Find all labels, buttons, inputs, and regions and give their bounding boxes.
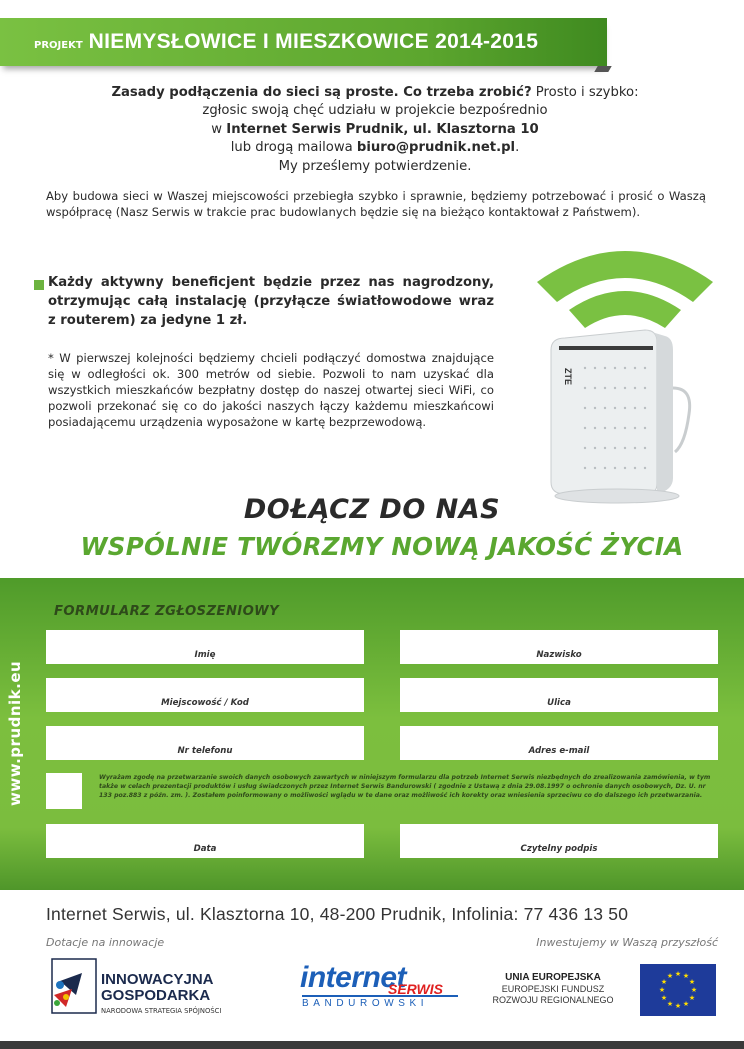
innovative-economy-logo-icon xyxy=(46,955,102,1017)
signature-label: Czytelny podpis xyxy=(520,844,598,854)
consent-text: Wyrażam zgodę na przetwarzanie swoich danych osobowych zawartych w niniejszym formularzu dla potrzeb Internet Serwis niezbędnych do zrealizowania zamówienia, w tym także w celach prezentacji produktów i usług świadczonych przez Internet Serwis Bandurowski ( zgodnie z Ustawą z dnia 29.08.1997 o ochronie danych osobowych, Dz. U. nr 133 poz.883 z późn. zm. ). Zostałem poinformowany o możliwości wglądu w te dane oraz możliwość ich korekty oraz wniesienia sprzeciwu co do dalszego ich przetwarzania. xyxy=(99,774,711,800)
svg-text:★: ★ xyxy=(688,978,696,986)
router-brand: ZTE xyxy=(563,368,573,385)
contact-email[interactable]: biuro@prudnik.net.pl xyxy=(356,140,516,156)
ig-line-2: GOSPODARKA xyxy=(101,987,211,1004)
intro-line-5: My prześlemy potwierdzenie. xyxy=(278,158,472,174)
footnote-paragraph: * W pierwszej kolejności będziemy chcieli podłączyć domostwa znajdujące się w odległości ok. 300 metrów od siebie. Pozwoli to nam uzyskać dla wszystkich mieszkańców bezpłatny dostęp do naszej otwartej sieci WiFi, co pozwoli przekonać się co do jakości naszych łączy każdemu mieszkańcowi posiadającemu urządzenia wyposażone w kartę bezprzewodową. xyxy=(48,351,494,429)
left-caption: Dotacje na innowacje xyxy=(46,936,165,949)
eu-line-3: ROZWOJU REGIONALNEGO xyxy=(492,995,614,1005)
slogan-heading: WSPÓLNIE TWÓRZMY NOWĄ JAKOŚĆ ŻYCIA xyxy=(80,532,684,561)
serwis-logo-word: SERWIS xyxy=(388,981,443,997)
reward-bold: Każdy aktywny beneficjent będzie przez nas nagrodzony, otrzymując całą instalację (przyłącze światłowodowe wraz z routerem) za jedyne 1 zł xyxy=(48,275,494,328)
eu-line-1: UNIA EUROPEJSKA xyxy=(505,972,601,983)
street-field[interactable] xyxy=(400,678,718,712)
eu-line-2: EUROPEJSKI FUNDUSZ xyxy=(501,984,605,994)
intro-lead: Prosto i szybko: xyxy=(531,85,639,100)
phone-label: Nr telefonu xyxy=(177,746,233,756)
svg-text:★: ★ xyxy=(674,970,682,978)
svg-text:★: ★ xyxy=(688,994,696,1002)
header-banner xyxy=(0,18,607,66)
innovative-economy-text xyxy=(101,972,221,1015)
right-caption: Inwestujemy w Waszą przyszłość xyxy=(536,936,718,949)
svg-text:★: ★ xyxy=(682,1000,690,1008)
internet-serwis-logo xyxy=(300,961,460,1021)
website-url[interactable]: www.prudnik.eu xyxy=(6,660,24,806)
intro-line-2: zgłosic swoją chęć udziału w projekcie bezpośrednio xyxy=(202,103,548,119)
project-prefix: PROJEKT xyxy=(34,39,83,51)
intro-line-4-post: . xyxy=(515,140,520,156)
intro-line-3-pre: w xyxy=(211,121,227,137)
intro-line-4-pre: lub drogą mailowa xyxy=(230,140,357,156)
ig-line-3: NARODOWA STRATEGIA SPÓJNOŚCI xyxy=(101,1007,222,1015)
intro-line-4 xyxy=(60,139,690,157)
svg-text:★: ★ xyxy=(660,994,668,1002)
company-address: Internet Serwis, ul. Klasztorna 10, 48-200 Prudnik, Infolinia: 77 436 13 50 xyxy=(46,904,629,924)
wifi-router-image xyxy=(525,238,725,508)
reward-post: . xyxy=(242,313,248,328)
svg-text:★: ★ xyxy=(666,972,674,980)
wifi-arc-inner-icon xyxy=(569,291,681,328)
join-us-heading: DOŁĄCZ DO NAS xyxy=(243,494,501,525)
bottom-border xyxy=(0,1041,744,1049)
email-label: Adres e-mail xyxy=(528,746,590,756)
date-field[interactable] xyxy=(46,824,364,858)
city-field[interactable] xyxy=(46,678,364,712)
application-form xyxy=(0,578,744,890)
svg-text:★: ★ xyxy=(658,986,666,994)
svg-text:★: ★ xyxy=(666,1000,674,1008)
consent-checkbox[interactable] xyxy=(46,773,82,809)
bullet-square-icon xyxy=(34,280,44,290)
phone-field[interactable] xyxy=(46,726,364,760)
svg-text:★: ★ xyxy=(674,1002,682,1010)
date-label: Data xyxy=(193,844,217,854)
internet-logo-word: internet xyxy=(300,961,407,994)
ig-line-1: INNOWACYJNA xyxy=(101,971,214,988)
reward-text xyxy=(48,273,494,330)
project-title: NIEMYSŁOWICE I MIESZKOWICE 2014-2015 xyxy=(88,30,539,53)
eu-fund-text xyxy=(480,972,626,1006)
intro-line-1 xyxy=(60,84,690,102)
svg-text:★: ★ xyxy=(682,972,690,980)
first-name-field[interactable] xyxy=(46,630,364,664)
intro-line-3 xyxy=(60,121,690,139)
cooperation-paragraph: Aby budowa sieci w Waszej miejscowości przebiegła szybko i sprawnie, będziemy potrzebować i prosić o Waszą współpracę (Nasz Serwis w trakcie prac budowlanych będzie się na bieżąco kontaktował z Państwem). xyxy=(46,189,706,219)
svg-text:★: ★ xyxy=(690,986,698,994)
svg-text:★: ★ xyxy=(660,978,668,986)
office-address: Internet Serwis Prudnik, ul. Klasztorna 10 xyxy=(226,121,539,137)
email-field[interactable] xyxy=(400,726,718,760)
form-title: FORMULARZ ZGŁOSZENIOWY xyxy=(54,604,280,619)
intro-bold: Zasady podłączenia do sieci są proste. Co trzeba zrobić? xyxy=(111,85,532,100)
banner-fold xyxy=(594,66,611,72)
intro-text xyxy=(60,84,690,176)
street-label: Ulica xyxy=(547,698,571,708)
bandurowski-logo-word: BANDUROWSKI xyxy=(302,995,458,1009)
last-name-label: Nazwisko xyxy=(536,650,582,660)
last-name-field[interactable] xyxy=(400,630,718,664)
signature-field[interactable] xyxy=(400,824,718,858)
city-label: Miejscowość / Kod xyxy=(161,698,249,708)
first-name-label: Imię xyxy=(194,650,216,660)
eu-flag-icon xyxy=(640,964,716,1016)
